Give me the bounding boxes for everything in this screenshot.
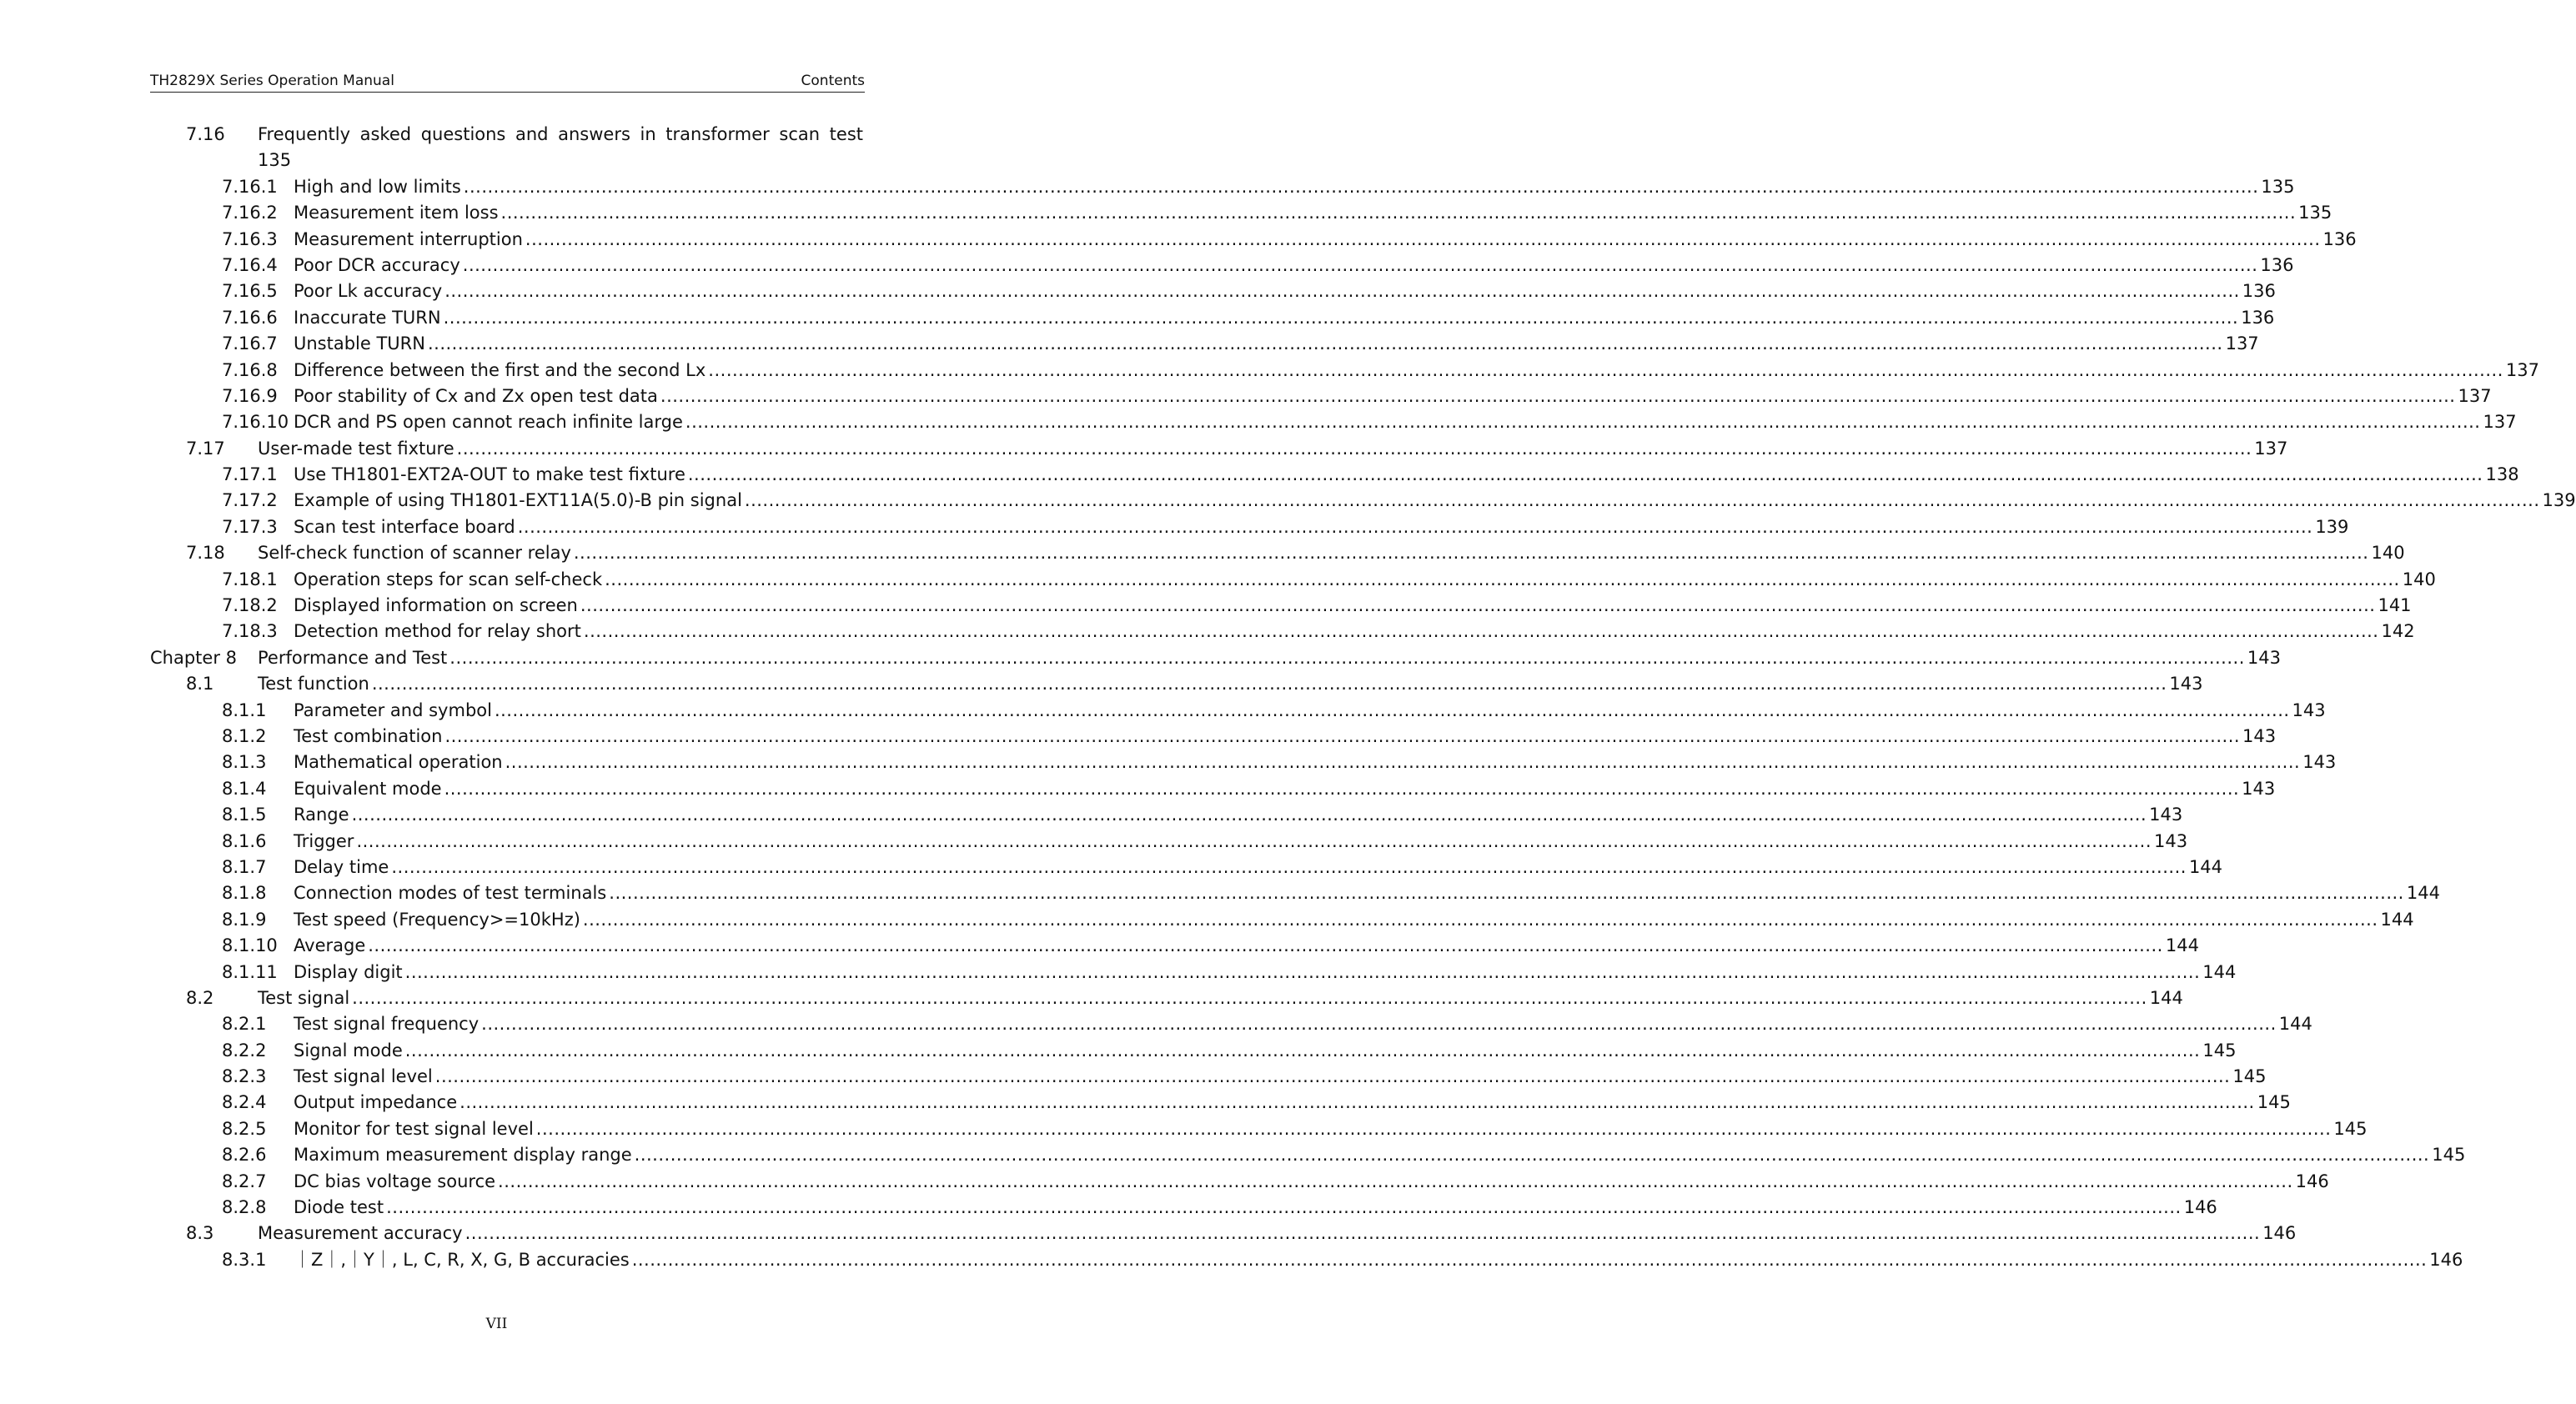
toc-entry-title: Poor stability of Cx and Zx open test data [294,385,658,406]
toc-entry-number: 8.1.11 [222,961,278,982]
toc-entry[interactable] [150,671,2203,697]
toc-entry-number: 7.16.1 [222,176,278,197]
toc-entry-title: Test function [258,674,369,694]
dot-leader: ............................................................................................................................................................................................................................................................................................................ [582,909,2378,930]
dot-leader: ............................................................................................................................................................................................................................................................................................................ [535,1118,2332,1139]
toc-entry-number: 8.1.7 [222,856,267,877]
toc-entry-page: 143 [2149,805,2183,825]
toc-entry-title: ｜Z｜,｜Y｜, L, C, R, X, G, B accuracies [294,1249,630,1270]
dot-leader: ............................................................................................................................................................................................................................................................................................................ [443,307,2239,328]
toc-entry-number: 8.1.3 [222,752,267,773]
dot-leader: ............................................................................................................................................................................................................................................................................................................ [525,228,2321,249]
toc-entry-title: Parameter and symbol [294,699,492,720]
toc-entry-title: Use TH1801-EXT2A-OUT to make test fixture [294,464,685,485]
toc-entry-title: User-made test fixture [258,438,454,459]
toc-entry[interactable] [150,985,2183,1011]
dot-leader: ............................................................................................................................................................................................................................................................................................................ [456,438,2252,459]
toc-entry-page: 137 [2483,412,2517,433]
toc-list [150,174,2576,1273]
toc-entry[interactable] [150,305,2275,331]
toc-entry[interactable] [150,698,2326,724]
toc-entry-title: Output impedance [294,1092,458,1113]
toc-entry[interactable] [150,200,2332,226]
dot-leader: ............................................................................................................................................................................................................................................................................................................ [463,176,2259,197]
toc-entry[interactable] [150,122,863,174]
dot-leader: ............................................................................................................................................................................................................................................................................................................ [459,1092,2255,1113]
toc-entry-title: Inaccurate TURN [294,307,441,328]
toc-entry-page: 144 [2202,961,2237,982]
toc-entry-title: Performance and Test [258,647,448,668]
toc-entry-number: 8.2.1 [222,1014,267,1035]
toc-entry-title: Diode test [294,1197,384,1218]
toc-entry-title: Difference between the first and the second Lx [294,359,706,380]
toc-entry-title: DC bias voltage source [294,1171,496,1191]
toc-entry-page: 146 [2295,1171,2329,1191]
toc-entry-title: Unstable TURN [294,333,425,354]
toc-entry-title: Test signal [258,987,350,1008]
toc-entry-title: Monitor for test signal level [294,1118,534,1139]
toc-entry[interactable] [150,593,2412,619]
toc-entry-number: 8.1 [186,674,214,694]
dot-leader: ............................................................................................................................................................................................................................................................................................................ [404,961,2201,982]
toc-entry-title: Mathematical operation [294,752,503,773]
toc-entry[interactable] [150,1247,2463,1273]
toc-entry-number: 7.16 [186,124,225,144]
toc-entry[interactable] [150,1195,2217,1221]
toc-entry[interactable] [150,907,2414,933]
toc-entry-number: 7.18.2 [222,595,278,616]
dot-leader: ............................................................................................................................................................................................................................................................................................................ [605,569,2400,589]
toc-entry-number: 8.1.1 [222,699,267,720]
toc-entry-page: 145 [2232,1066,2267,1087]
toc-entry-page: 144 [2380,909,2414,930]
toc-entry[interactable] [150,1142,2466,1168]
toc-entry-number: 8.2.6 [222,1145,267,1166]
dot-leader: ............................................................................................................................................................................................................................................................................................................ [462,254,2258,275]
toc-entry-number: 7.17.1 [222,464,278,485]
toc-entry-page: 145 [2432,1145,2466,1166]
dot-leader: ............................................................................................................................................................................................................................................................................................................ [505,752,2301,773]
dot-leader: ............................................................................................................................................................................................................................................................................................................ [464,1223,2261,1244]
dot-leader: ............................................................................................................................................................................................................................................................................................................ [368,935,2163,956]
toc-entry-title: Maximum measurement display range [294,1145,632,1166]
toc-entry-number: 7.18.3 [222,621,278,642]
toc-entry-number: 7.18 [186,543,225,564]
dot-leader: ............................................................................................................................................................................................................................................................................................................ [444,778,2240,799]
toc-entry-title: Delay time [294,856,389,877]
toc-entry[interactable] [150,829,2188,855]
page-number: VII [485,1316,508,1332]
toc-entry-title: Connection modes of test terminals [294,883,607,904]
toc-entry-page: 139 [2542,490,2576,511]
toc-entry-title: Test signal level [294,1066,433,1087]
toc-entry-number: 7.16.7 [222,333,278,354]
dot-leader: ............................................................................................................................................................................................................................................................................................................ [444,281,2240,302]
toc-entry-page: 135 [258,150,292,171]
toc-entry-number: 7.16.3 [222,228,278,249]
dot-leader: ............................................................................................................................................................................................................................................................................................................ [517,516,2313,537]
toc-entry[interactable] [150,174,2295,200]
toc-entry[interactable] [150,1116,2368,1142]
toc-entry-page: 143 [2242,726,2277,746]
toc-entry[interactable] [150,409,2517,435]
dot-leader: ............................................................................................................................................................................................................................................................................................................ [580,595,2376,616]
toc-entry-page: 140 [2371,543,2405,564]
toc-entry[interactable] [150,278,2276,304]
toc-entry-page: 143 [2247,647,2281,668]
toc-entry[interactable] [150,384,2492,409]
toc-entry-title: Average [294,935,366,956]
toc-entry-page: 135 [2298,203,2332,223]
toc-entry[interactable] [150,724,2277,750]
toc-entry-title: Operation steps for scan self-check [294,569,603,589]
toc-entry-page: 143 [2302,752,2337,773]
toc-entry-number: 8.2.2 [222,1040,267,1061]
dot-leader: ............................................................................................................................................................................................................................................................................................................ [573,543,2369,564]
dot-leader: ............................................................................................................................................................................................................................................................................................................ [404,1040,2201,1061]
toc-entry-number: 8.1.2 [222,726,267,746]
toc-entry-title: Scan test interface board [294,516,515,537]
dot-leader: ............................................................................................................................................................................................................................................................................................................ [481,1014,2277,1035]
toc-entry[interactable] [150,1221,2297,1246]
dot-leader: ............................................................................................................................................................................................................................................................................................................ [494,699,2290,720]
manual-title: TH2829X Series Operation Manual [150,73,394,89]
toc-entry-page: 139 [2315,516,2349,537]
toc-entry[interactable] [150,514,2349,540]
toc-entry-page: 146 [2183,1197,2217,1218]
toc-entry-number: 8.2.4 [222,1092,267,1113]
toc-entry-title: Range [294,805,349,825]
toc-entry-page: 146 [2429,1249,2463,1270]
dot-leader: ............................................................................................................................................................................................................................................................................................................ [685,412,2481,433]
toc-entry[interactable] [150,855,2223,880]
dot-leader: ............................................................................................................................................................................................................................................................................................................ [687,464,2483,485]
toc-entry-number: 7.16.10 [222,412,289,433]
toc-entry-number: 8.1.8 [222,883,267,904]
toc-entry[interactable] [150,488,2576,514]
toc-entry-title: Self-check function of scanner relay [258,543,571,564]
table-of-contents [150,122,2576,1273]
toc-entry-page: 143 [2292,699,2326,720]
toc-entry-page: 145 [2333,1118,2368,1139]
toc-entry-number: 7.16.2 [222,203,278,223]
toc-entry[interactable] [150,1090,2291,1116]
toc-entry-number: 8.1.9 [222,909,267,930]
toc-entry-title: Test combination [294,726,443,746]
toc-entry-number: 8.1.5 [222,805,267,825]
dot-leader: ............................................................................................................................................................................................................................................................................................................ [391,856,2187,877]
toc-entry-page: 136 [2241,307,2275,328]
toc-entry-number: 8.1.6 [222,830,267,851]
toc-entry-page: 136 [2242,281,2276,302]
toc-entry-page: 144 [2406,883,2440,904]
toc-entry[interactable] [150,567,2436,593]
toc-entry-page: 143 [2154,830,2188,851]
toc-entry[interactable] [150,750,2337,775]
toc-entry-page: 144 [2278,1014,2312,1035]
dot-leader: ............................................................................................................................................................................................................................................................................................................ [498,1171,2293,1191]
toc-entry-page: 142 [2381,621,2415,642]
toc-entry-title: Measurement item loss [294,203,499,223]
section-title: Contents [801,73,865,89]
toc-entry-number: 8.2.8 [222,1197,267,1218]
toc-entry-page: 136 [2322,228,2357,249]
dot-leader: ............................................................................................................................................................................................................................................................................................................ [634,1145,2430,1166]
toc-entry-title: Displayed information on screen [294,595,578,616]
toc-entry-title: Test speed (Frequency>=10kHz) [294,909,580,930]
toc-entry[interactable] [150,1011,2312,1037]
toc-entry-page: 146 [2262,1223,2297,1244]
toc-entry-page: 138 [2485,464,2519,485]
dot-leader: ............................................................................................................................................................................................................................................................................................................ [609,883,2404,904]
toc-entry-page: 135 [2261,176,2295,197]
toc-entry[interactable] [150,1038,2237,1064]
toc-entry-title: Trigger [294,830,354,851]
toc-entry-title: Display digit [294,961,403,982]
toc-entry-title: Signal mode [294,1040,403,1061]
toc-entry-number: 7.16.8 [222,359,278,380]
toc-entry-page: 136 [2260,254,2294,275]
toc-entry[interactable] [150,462,2519,488]
toc-entry-title: Measurement accuracy [258,1223,463,1244]
toc-entry-title: High and low limits [294,176,461,197]
toc-entry-page: 143 [2242,778,2276,799]
toc-entry-page: 144 [2165,935,2199,956]
toc-entry[interactable] [150,1064,2267,1090]
dot-leader: ............................................................................................................................................................................................................................................................................................................ [351,805,2147,825]
dot-leader: ............................................................................................................................................................................................................................................................................................................ [449,647,2245,668]
toc-entry-page: 144 [2149,987,2183,1008]
page-header [150,72,865,93]
toc-entry-number: Chapter 8 [150,647,237,668]
toc-entry-number: 7.18.1 [222,569,278,589]
toc-entry-number: 8.2 [186,987,214,1008]
toc-entry-number: 7.16.4 [222,254,278,275]
toc-entry-page: 143 [2169,674,2203,694]
dot-leader: ............................................................................................................................................................................................................................................................................................................ [500,203,2297,223]
toc-entry-page: 144 [2188,856,2223,877]
toc-entry-number: 7.17.3 [222,516,278,537]
toc-entry[interactable] [150,436,2288,462]
toc-entry-title: Equivalent mode [294,778,442,799]
toc-entry-number: 8.1.10 [222,935,278,956]
dot-leader: ............................................................................................................................................................................................................................................................................................................ [660,385,2456,406]
dot-leader: ............................................................................................................................................................................................................................................................................................................ [371,674,2167,694]
toc-entry-number: 8.2.3 [222,1066,267,1087]
toc-entry[interactable] [150,802,2183,828]
dot-leader: ............................................................................................................................................................................................................................................................................................................ [744,490,2540,511]
dot-leader: ............................................................................................................................................................................................................................................................................................................ [708,359,2503,380]
toc-entry-page: 137 [2254,438,2288,459]
toc-entry-title: Poor DCR accuracy [294,254,460,275]
dot-leader: ............................................................................................................................................................................................................................................................................................................ [631,1249,2428,1270]
dot-leader: ............................................................................................................................................................................................................................................................................................................ [583,621,2379,642]
toc-entry-title: Test signal frequency [294,1014,480,1035]
toc-entry[interactable] [150,880,2440,906]
toc-entry[interactable] [150,331,2259,357]
toc-entry-page: 145 [2202,1040,2237,1061]
toc-entry[interactable] [150,253,2294,278]
dot-leader: ............................................................................................................................................................................................................................................................................................................ [444,726,2241,746]
toc-entry-title: Frequently asked questions and answers in transformer scan test [258,124,863,144]
toc-entry-title: Detection method for relay short [294,621,581,642]
toc-entry-title: Example of using TH1801-EXT11A(5.0)-B pin signal [294,490,742,511]
toc-entry-page: 145 [2257,1092,2291,1113]
toc-entry[interactable] [150,1169,2329,1195]
toc-entry-number: 7.17.2 [222,490,278,511]
toc-entry-page: 141 [2378,595,2412,616]
toc-entry[interactable] [150,619,2415,644]
toc-entry-number: 8.2.7 [222,1171,267,1191]
dot-leader: ............................................................................................................................................................................................................................................................................................................ [352,987,2147,1008]
toc-entry-page: 137 [2505,359,2539,380]
toc-entry-page: 140 [2402,569,2436,589]
toc-entry[interactable] [150,933,2199,959]
toc-entry[interactable] [150,227,2357,253]
toc-entry-number: 8.3 [186,1223,214,1244]
toc-entry-page: 137 [2225,333,2259,354]
toc-entry-number: 7.17 [186,438,225,459]
toc-entry[interactable] [150,960,2237,985]
toc-entry[interactable] [150,540,2405,566]
toc-entry[interactable] [150,358,2539,384]
toc-entry-title: Poor Lk accuracy [294,281,443,302]
dot-leader: ............................................................................................................................................................................................................................................................................................................ [427,333,2223,354]
toc-entry-number: 8.2.5 [222,1118,267,1139]
dot-leader: ............................................................................................................................................................................................................................................................................................................ [434,1066,2231,1087]
toc-entry-title: Measurement interruption [294,228,523,249]
toc-entry-number: 7.16.5 [222,281,278,302]
toc-entry-number: 8.1.4 [222,778,267,799]
toc-entry-page: 137 [2458,385,2492,406]
toc-entry-title: DCR and PS open cannot reach infinite large [294,412,683,433]
dot-leader: ............................................................................................................................................................................................................................................................................................................ [386,1197,2182,1218]
dot-leader: ............................................................................................................................................................................................................................................................................................................ [356,830,2152,851]
toc-entry-number: 8.3.1 [222,1249,267,1270]
toc-entry[interactable] [150,776,2276,802]
toc-entry-number: 7.16.6 [222,307,278,328]
toc-entry-number: 7.16.9 [222,385,278,406]
toc-entry[interactable] [150,645,2281,671]
